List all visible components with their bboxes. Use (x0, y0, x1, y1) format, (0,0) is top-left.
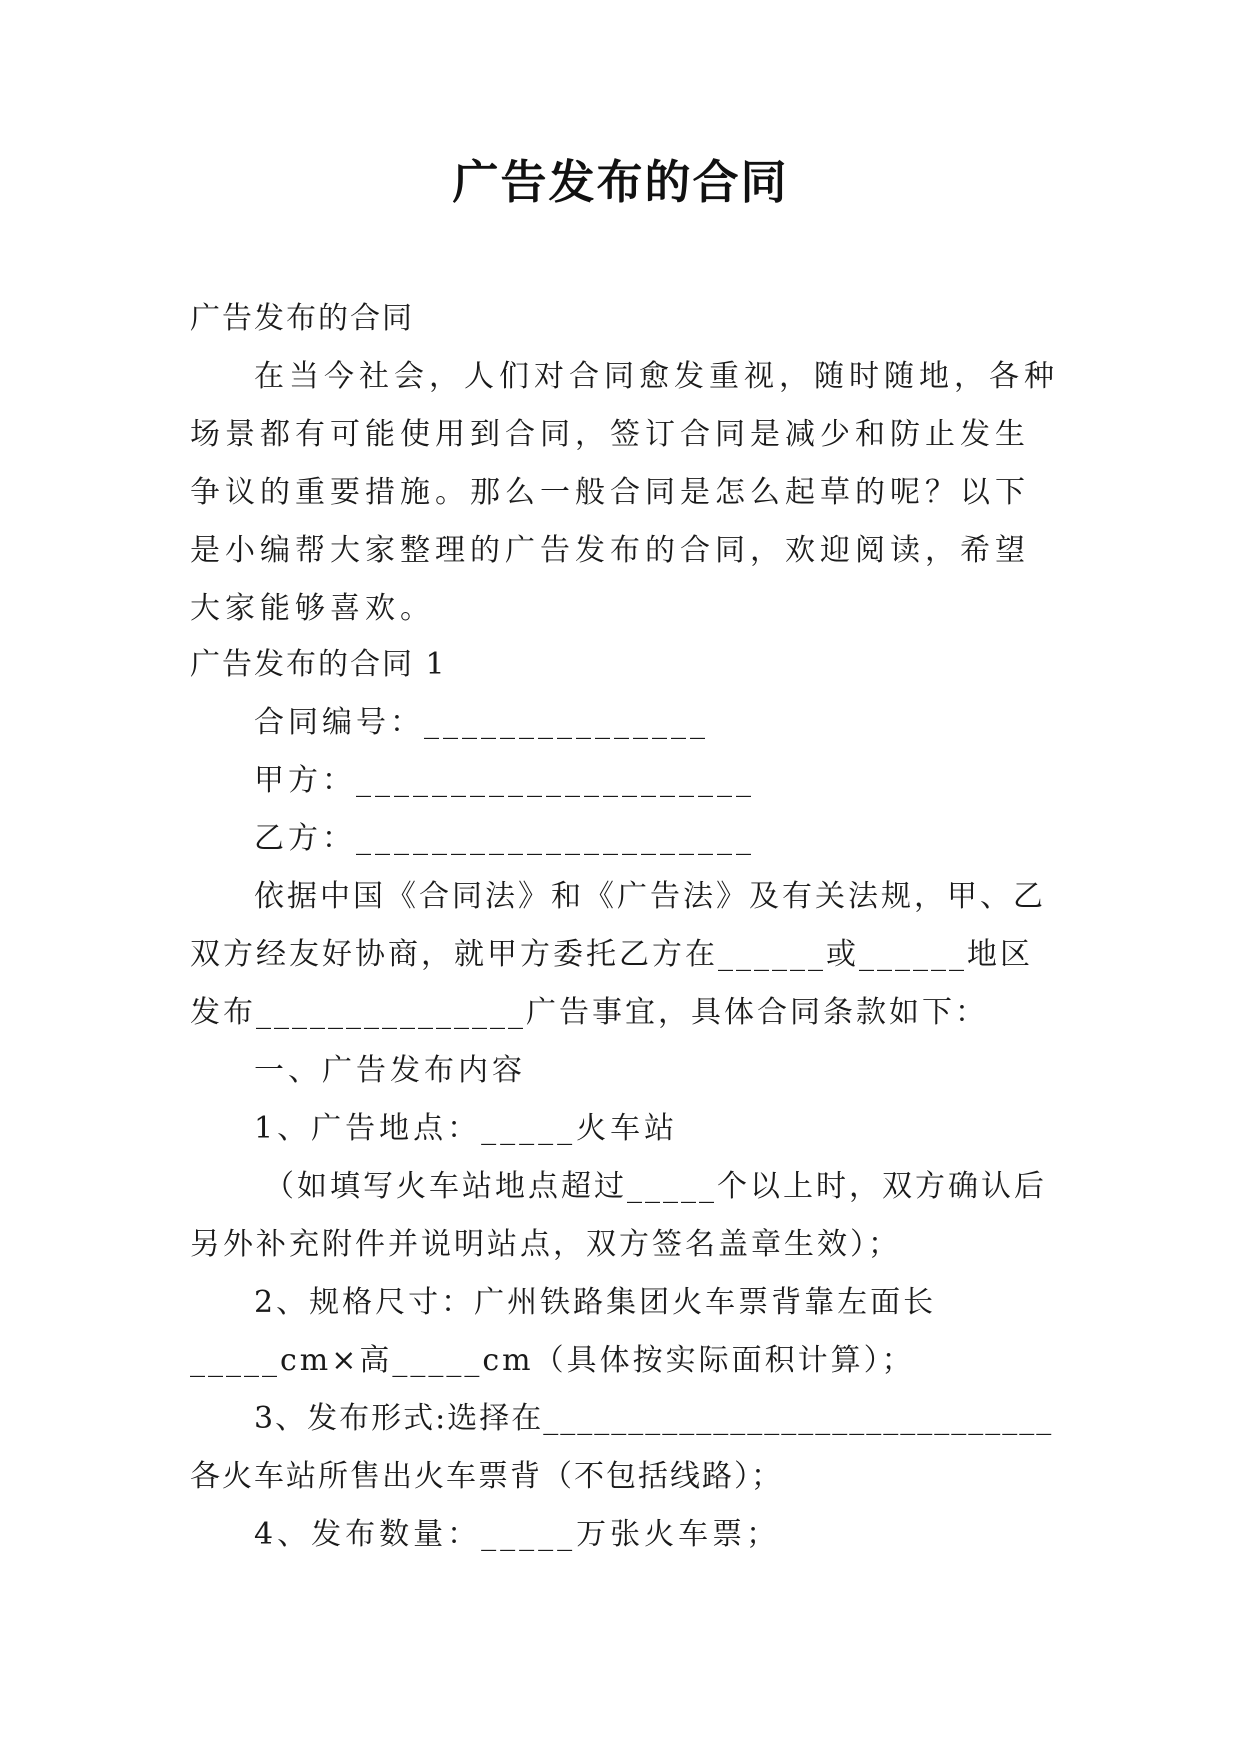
document-title: 广告发布的合同 (452, 155, 789, 209)
contract-number-field: 合同编号：_______________ (254, 705, 709, 740)
intro-paragraph: 在当今社会，人们对合同愈发重视，随时随地，各种场景都有可能使用到合同，签订合同是减少和防止发生争议的重要措施。那么一般合同是怎么起草的呢？以下是小编帮大家整理的广告发布的合同，欢迎阅读，希望大家能够喜欢。 (190, 359, 1059, 626)
item-4-quantity: 4、发布数量：_____万张火车票； (254, 1517, 781, 1552)
item-2-size: 2、规格尺寸：广州铁路集团火车票背靠左面长_____cm×高_____cm（具体按实际面积计算）； (190, 1285, 937, 1378)
party-a-field: 甲方：_____________________ (254, 763, 755, 798)
clause-1-heading: 一、广告发布内容 (254, 1053, 526, 1088)
basis-paragraph: 依据中国《合同法》和《广告法》及有关法规，甲、乙双方经友好协商，就甲方委托乙方在______或______地区发布_______________广告事宜，具体合同条款如下： (190, 879, 1046, 1030)
party-b-field: 乙方：_____________________ (254, 821, 755, 856)
item-1-location: 1、广告地点：_____火车站 (254, 1111, 679, 1146)
section-heading: 广告发布的合同 1 (190, 647, 447, 682)
intro-heading: 广告发布的合同 (190, 301, 414, 336)
item-1-note: （如填写火车站地点超过_____个以上时，双方确认后另外补充附件并说明站点，双方签名盖章生效）； (190, 1169, 1047, 1262)
item-3-format: 3、发布形式:选择在______________________________各火车站所售出火车票背（不包括线路）； (190, 1401, 1054, 1494)
